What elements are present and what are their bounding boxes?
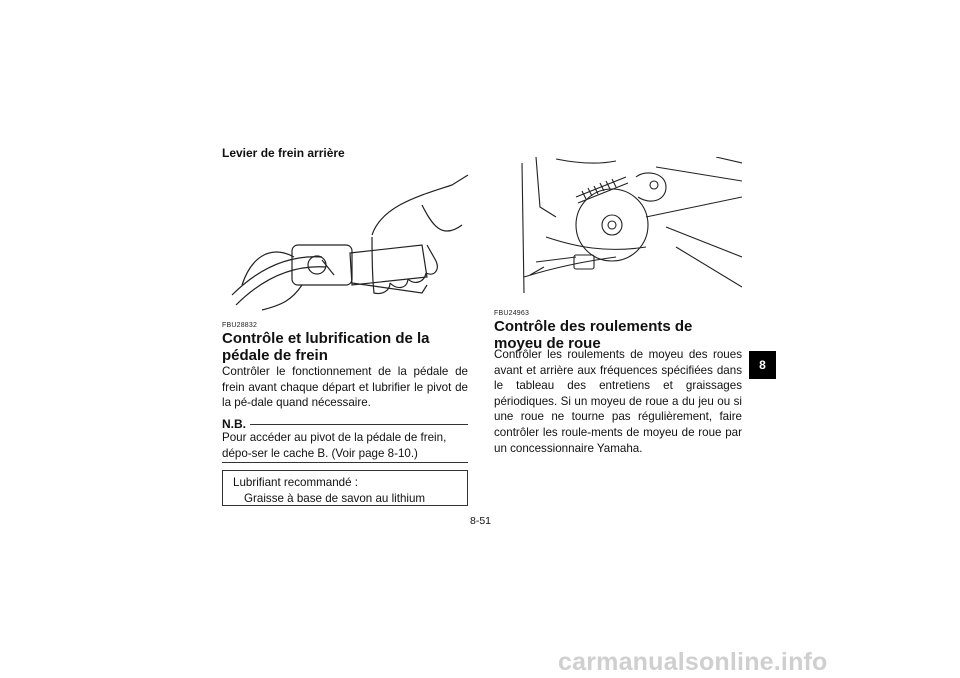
page-number: 8-51 xyxy=(470,515,492,527)
nb-top-rule xyxy=(250,424,468,425)
hand-brake-lever-illustration xyxy=(222,165,470,315)
section-paragraph: Contrôler le fonctionnement de la pédale de frein avant chaque départ et lubrifier le pivot de la pé-dale quand nécessaire. xyxy=(222,365,468,410)
chapter-tab: 8 xyxy=(749,351,776,379)
section-paragraph: Contrôler les roulements de moyeu des roues avant et arrière aux fréquences spécifiées dans le tableau des entretiens et graissages périodiques. Si un moyeu de roue a du jeu ou si une roue ne tourne pas régulièrement, faire contrôler les roule-ments de moyeu de roue par un concessionnaire Yamaha. xyxy=(494,348,742,455)
section-heading: Contrôle et lubrification de la pédale de frein xyxy=(222,330,430,364)
lubricant-value: Graisse à base de savon au lithium xyxy=(244,491,426,505)
nb-bottom-rule xyxy=(222,462,468,463)
section-code: FBU24963 xyxy=(494,310,530,317)
nb-label: N.B. xyxy=(222,417,246,431)
figure-caption: Levier de frein arrière xyxy=(222,146,345,160)
lubricant-box xyxy=(222,470,468,506)
section-code: FBU28832 xyxy=(222,322,258,329)
watermark: carmanualsonline.info xyxy=(558,648,828,676)
section-heading: Contrôle des roulements de moyeu de roue xyxy=(494,318,693,352)
nb-text: Pour accéder au pivot de la pédale de frein, dépo-ser le cache B. (Voir page 8-10.) xyxy=(222,431,447,460)
lubricant-label: Lubrifiant recommandé : xyxy=(233,476,359,489)
brake-pedal-pivot-illustration xyxy=(516,157,742,297)
